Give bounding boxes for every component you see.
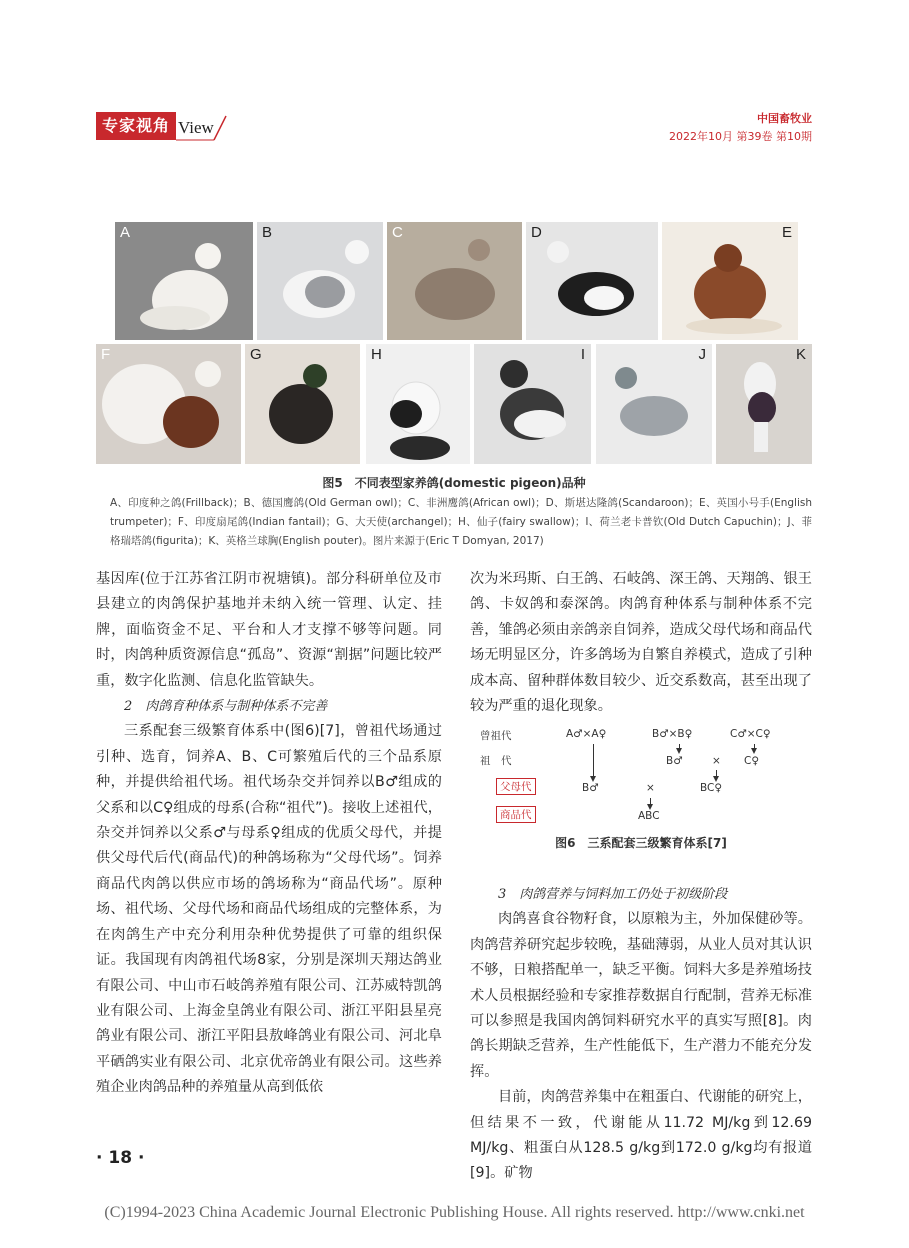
pigeon-photo-k: [716, 344, 812, 464]
photo-label-c: C: [392, 224, 403, 241]
grandparent-c-female: C♀: [744, 755, 760, 767]
issue-info: 2022年10月 第39卷 第10期: [669, 130, 812, 143]
page-number: · 18 ·: [96, 1148, 145, 1168]
pigeon-photo-a: [115, 222, 253, 340]
right-paragraph-2: 肉鸽喜食谷物籽食，以原粮为主，外加保健砂等。肉鸽营养研究起步较晚，基础薄弱，从业人员对其认识不够，日粮搭配单一，缺乏平衡。饲料大多是养殖场技术人员根据经验和专家推荐数据自行配制，营养无标准可以参照是我国肉鸽饲料研究水平的真实写照[8]。肉鸽长期缺乏营养，生产性能低下，生产潜力不能充分发挥。: [470, 911, 812, 1080]
photo-label-d: D: [531, 224, 542, 241]
row-label-great-grandparent: 曾祖代: [480, 730, 512, 742]
figure5-caption: A、印度种之鸽(Frillback)；B、德国鹰鸽(Old German owl)；C、非洲鹰鸽(African owl)；D、斯堪达隆鸽(Scandaroon)；E、英国小号手(English trumpeter)；F、印度扇尾鸽(Indian fantail)；G、大天使(archangel)；H、仙子(fairy swallow)；I、荷兰老卡普钦(Old Dutch Capuchin)；J、菲格瑞塔鸽(figurita)；K、英格兰球胸(English pouter)。图片来源于(Eric T Domyan, 2017): [110, 497, 812, 547]
left-column: [96, 567, 442, 1101]
pigeon-photo-e: [662, 222, 798, 340]
arrow-a: [593, 744, 594, 778]
left-paragraph-2: 三系配套三级繁育体系中(图6)[7]，曾祖代场通过引种、选育，饲养A、B、C可繁殖后代的三个品系原种，并提供给祖代场。祖代场杂交并饲养以B♂组成的父系和以C♀组成的母系(合称“祖代”)。接收上述祖代，杂交并饲养以父系♂与母系♀组成的优质父母代，并提供父母代后代(商品代)的种鸽场称为“父母代场”。饲养商品代肉鸽以供应市场的鸽场称为“商品代场”。原种场、祖代场、父母代场和商品代场组成的完整体系，为在肉鸽生产中充分利用杂种优势提供了可靠的组织保证。我国现有肉鸽祖代场8家，分别是深圳天翔达鸽业有限公司、中山市石岐鸽养殖有限公司、江苏威特凯鸽业有限公司、上海金皇鸽业有限公司、浙江平阳县星亮鸽业有限公司、浙江平阳县敖峰鸽业有限公司、河北阜平硒鸽实业有限公司、北京优帝鸽业有限公司。这些养殖企业肉鸽品种的养殖量从高到低依: [96, 723, 442, 1096]
commercial-abc: ABC: [638, 810, 660, 822]
right-column-top: [470, 567, 812, 719]
cross-c: C♂×C♀: [730, 728, 771, 740]
cross-b: B♂×B♀: [652, 728, 693, 740]
grandparent-cross-sign: ×: [712, 755, 721, 767]
right-paragraph-1: 次为米玛斯、白王鸽、石岐鸽、深王鸽、天翔鸽、银王鸽、卡奴鸽和泰深鸽。肉鸽育种体系与制种体系不完善，雏鸽必须由亲鸽亲自饲养，造成父母代场和商品代场无明显区分，许多鸽场为自繁自养模式，造成了引种成本高、留种群体数目较少、近交系数高，甚至出现了较为严重的退化现象。: [470, 571, 812, 715]
photo-label-i: I: [580, 346, 585, 363]
section-2-heading: 2 肉鸽育种体系与制种体系不完善: [124, 699, 328, 715]
figure6-title: 图6 三系配套三级繁育体系[7]: [555, 836, 727, 850]
arrowhead-b-icon: [676, 748, 682, 754]
row-label-commercial: 商品代: [496, 806, 536, 823]
section-3-heading: 3 肉鸽营养与饲料加工仍处于初级阶段: [498, 887, 728, 902]
photo-label-g: G: [250, 346, 262, 363]
grandparent-b-male: B♂: [666, 755, 683, 767]
pigeon-photo-h: [366, 344, 470, 464]
photo-label-a: A: [120, 224, 131, 241]
section-tag: 专家视角: [96, 112, 176, 140]
photo-label-h: H: [371, 346, 382, 363]
right-paragraph-3: 目前，肉鸽营养集中在粗蛋白、代谢能的研究上，但结果不一致，代谢能从11.72 MJ/kg到12.69 MJ/kg、粗蛋白从128.5 g/kg到172.0 g/kg均有报道[9]。矿物: [470, 1089, 812, 1182]
row-label-parent: 父母代: [496, 778, 536, 795]
parent-bc-female: BC♀: [700, 782, 723, 794]
right-column-bottom: [470, 882, 812, 1187]
parent-b-male: B♂: [582, 782, 599, 794]
figure5-title: 图5 不同表型家养鸽(domestic pigeon)品种: [322, 476, 586, 490]
photo-label-f: F: [101, 346, 111, 363]
pigeon-photo-g: [245, 344, 360, 464]
figure6-diagram: [470, 722, 812, 832]
section-tag-en: View: [178, 118, 214, 137]
arrowhead-c-icon: [751, 748, 757, 754]
pigeon-photo-d: [526, 222, 658, 340]
copyright-footer: (C)1994-2023 China Academic Journal Electronic Publishing House. All rights reserved. http://www.cnki.net: [104, 1204, 805, 1221]
parent-cross-sign: ×: [646, 782, 655, 794]
pigeon-photo-c: [387, 222, 522, 340]
journal-name: 中国畜牧业: [757, 112, 812, 125]
cross-a: A♂×A♀: [566, 728, 607, 740]
photo-label-j: J: [698, 346, 706, 363]
pigeon-photo-f: [96, 344, 241, 464]
pigeon-photo-j: [596, 344, 712, 464]
photo-label-e: E: [781, 224, 792, 241]
photo-label-b: B: [262, 224, 273, 241]
pigeon-photo-i: [474, 344, 591, 464]
photo-label-k: K: [795, 346, 806, 363]
pigeon-photo-b: [257, 222, 383, 340]
left-paragraph-1: 基因库(位于江苏省江阴市祝塘镇)。部分科研单位及市县建立的肉鸽保护基地并未纳入统一管理、认定、挂牌，面临资金不足、平台和人才支撑不够等问题。同时，肉鸽种质资源信息“孤岛”、资源“割据”问题比较严重，数字化监测、信息化监管缺失。: [96, 571, 442, 689]
row-label-grandparent: 祖 代: [480, 755, 512, 767]
